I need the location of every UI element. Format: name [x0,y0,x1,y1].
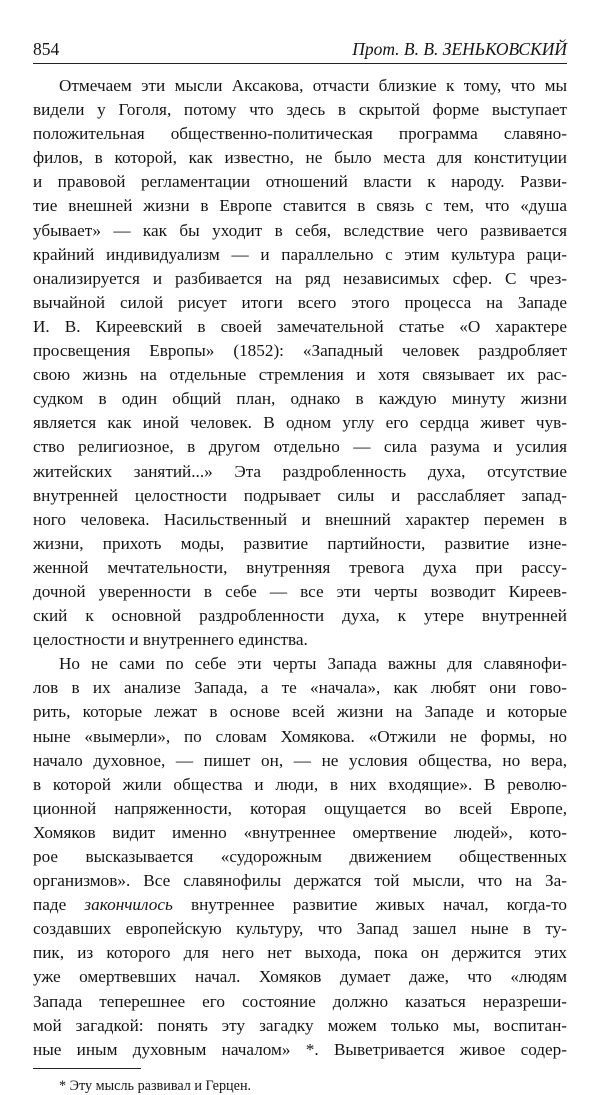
text-line: рое высказывается «судорожным движением общественных [33,847,567,866]
text-line: онализируется и разбивается на ряд независимых сфер. С чрез- [33,268,567,288]
text-line: является как иной человек. В одном углу его сердца живет чув- [33,413,567,433]
page-number: 854 [33,39,60,59]
footnote: * Эту мысль развивал и Герцен. [59,1077,252,1094]
book-page [33,38,567,1095]
text-line: свою жизнь на отдельные стремления и хотя связывает их рас- [33,365,567,385]
running-header [33,38,567,64]
body-text [33,74,567,1062]
text-line: ционной напряженности, которая ощущается во всей Европе, [33,798,567,818]
text-line: положительная общественно-политическая программа славяно- [33,124,567,144]
text-line: ныне «вымерли», по словам Хомякова. «Отжили не формы, но [33,726,567,746]
text-line: Но не сами по себе эти черты Запада важны для славянофи- [59,654,567,674]
text-line: создавших европейскую культуру, что Запад зашел ныне в ту- [33,919,567,939]
text-line: тие внешней жизни в Европе ставится в связь с тем, что «душа [33,196,567,216]
text-line: вычайной силой рисует итоги всего этого процесса на Западе [33,292,567,312]
italic-emphasis: закончилось [84,895,173,915]
text-line: организмов». Все славянофилы держатся той мысли, что на За- [33,871,567,891]
text-line: убывает» — как бы уходит в себя, вследствие чего развивается [33,220,567,240]
text-line: рить, которые лежат в основе всей жизни на Западе и которые [33,702,567,722]
text-line: и правовой регламентации отношений власти к народу. Разви- [33,172,567,192]
text-line: видели у Гоголя, потому что здесь в скрытой форме выступает [33,100,567,120]
text-line: пик, из которого для него нет выхода, пока он держится этих [33,943,567,963]
text-line: ные иным духовным началом» *. Выветривается живое содер- [33,1039,567,1059]
text-line: женной мечтательности, внутренняя тревога духа при рассу- [33,557,567,577]
text-line: Запада теперешнее его состояние должно казаться неразреши- [33,991,567,1011]
text-line: житейских занятий...» Эта раздробленность духа, отсутствие [33,461,567,481]
text-line: дочной уверенности в себе — все эти черты возводит Киреев- [33,581,567,601]
text-line: паде закончилось внутреннее развитие живых начал, когда-то [33,895,568,915]
text-line: жизни, прихоть моды, развитие партийности, развитие изне- [33,533,567,553]
text-line: И. В. Киреевский в своей замечательной статье «О характере [33,316,567,336]
text-line: крайний индивидуализм — и параллельно с этим культура раци- [33,244,567,264]
text-line: мой загадкой: понять эту загадку можем только мы, воспитан- [33,1015,567,1035]
text-line: лов в их анализе Запада, а те «начала», как любят они гово- [33,678,567,698]
text-line: судком в один общий план, однако в каждую минуту жизни [33,389,567,409]
text-line: ство религиозное, в другом отдельно — сила разума и усилия [33,437,567,457]
running-title: Прот. В. В. ЗЕНЬКОВСКИЙ [352,39,567,59]
text-line: внутренней целостности подрывает силы и расслабляет запад- [33,485,567,505]
text-line: Хомяков видит именно «внутреннее омертвение людей», кото- [33,822,567,842]
text-line: филов, в которой, как известно, не было места для конституции [33,148,567,168]
text-line: просвещения Европы» (1852): «Западный человек раздробляет [33,341,567,361]
text-line: в которой жили общества и люди, в них входящие». В револю- [33,774,567,794]
text-line: начало духовное, — пишет он, — не условия общества, но вера, [33,750,567,770]
text-line: целостности и внутреннего единства. [33,630,308,650]
text-line: уже омертвевших начал. Хомяков думает даже, что «людям [33,967,567,987]
text-line: ский к основной раздробленности духа, к утере внутренней [33,606,567,626]
text-line: ного человека. Насильственный и внешний характер перемен в [33,509,567,529]
text-line: Отмечаем эти мысли Аксакова, отчасти близкие к тому, что мы [59,76,567,95]
footnote-separator [33,1068,141,1069]
